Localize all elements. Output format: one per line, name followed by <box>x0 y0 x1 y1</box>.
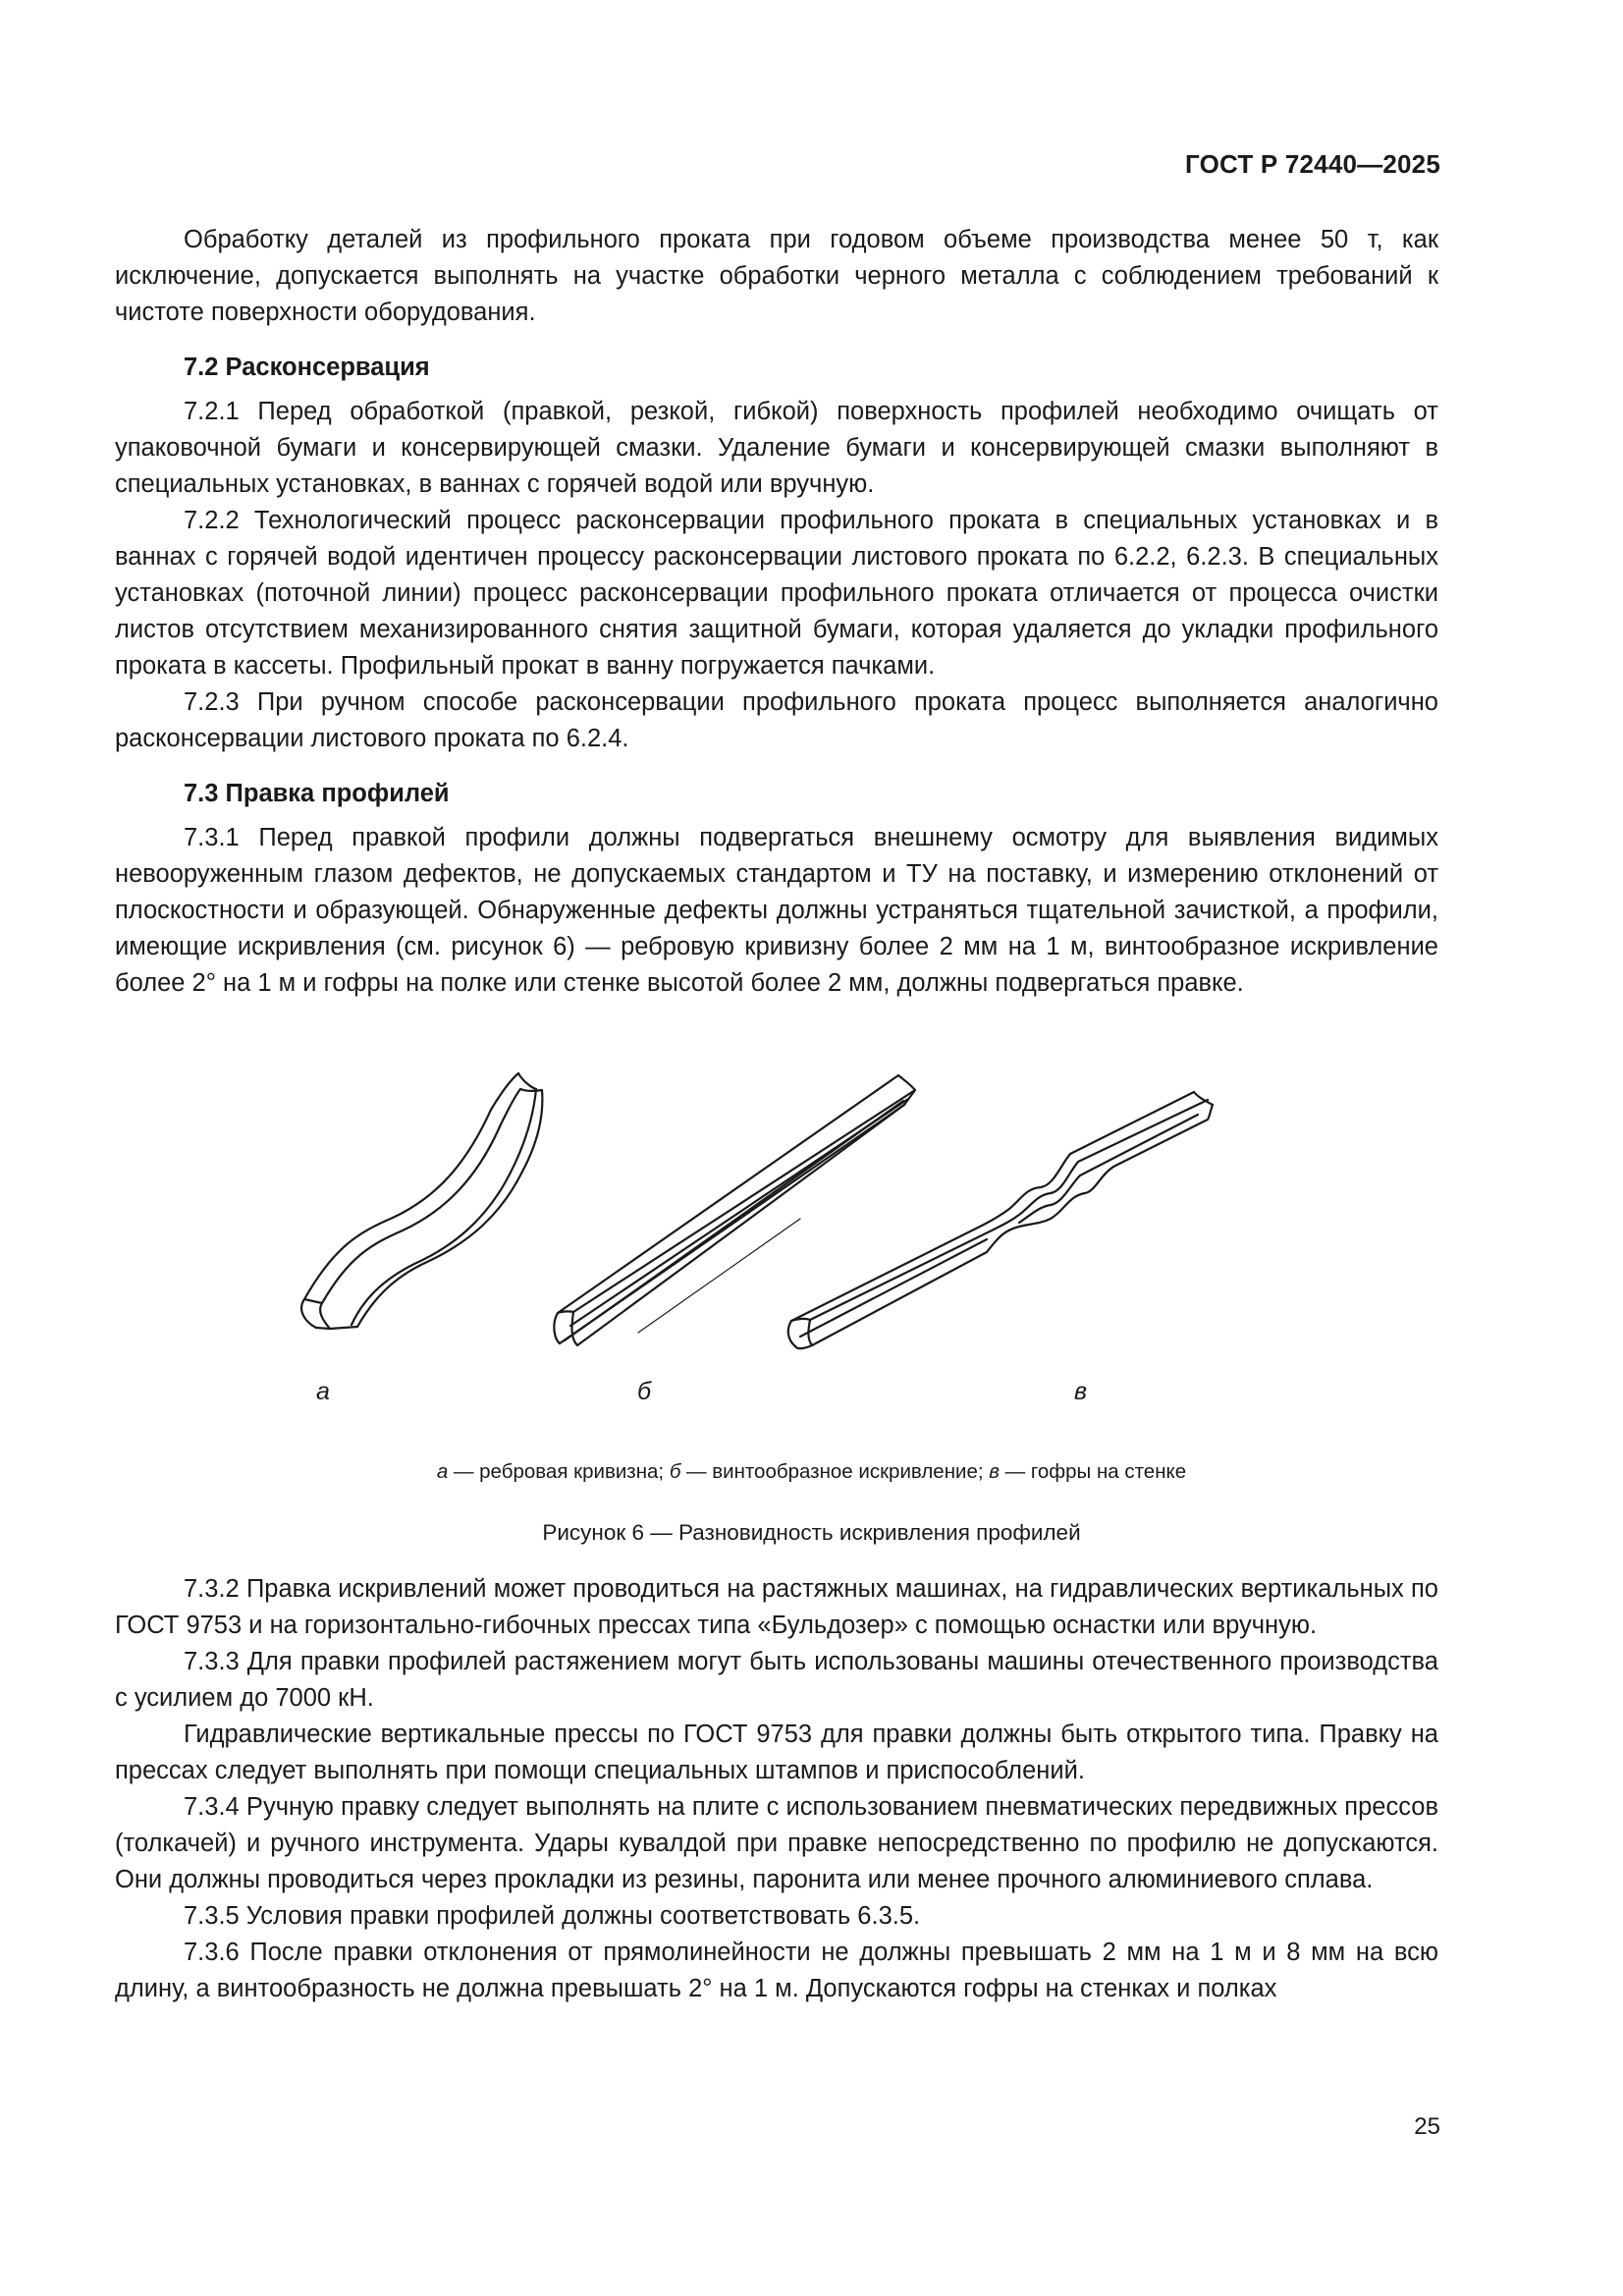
intro-paragraph: Обработку деталей из профильного проката при годовом объеме производства менее 50 т, как исключение, допускается выполнять на участке обработки черного металла с соблюдением требований к чистоте поверхности оборудования. <box>115 226 1438 326</box>
figure-6-drawing <box>265 1046 1325 1380</box>
paragraph-7-2-1: 7.2.1 Перед обработкой (правкой, резкой, гибкой) поверхность профилей необходимо очищать от упаковочной бумаги и консервирующей смазки. Удаление бумаги и консервирующей смазки выполняют в специальных установках, в ваннах с горячей водой или вручную. <box>115 398 1438 498</box>
document-header: ГОСТ Р 72440—2025 <box>1185 149 1440 179</box>
paragraph-7-3-4: 7.3.4 Ручную правку следует выполнять на плите с использованием пневматических передвижных прессов (толкачей) и ручного инструмента. Удары кувалдой при правке непосредственно по профилю не допускаются. Они должны проводиться через прокладки из резины, паронита или менее прочного алюминиевого сплава. <box>115 1793 1438 1893</box>
legend-key-v: в <box>989 1460 1000 1483</box>
legend-text-a: — ребровая кривизна; <box>448 1460 670 1483</box>
paragraph-7-3-1: 7.3.1 Перед правкой профили должны подвергаться внешнему осмотру для выявления видимых невооруженным глазом дефектов, не допускаемых стандартом и ТУ на поставку, и измерению отклонений от плоскостности и образующей. Обнаруженные дефекты должны устраняться тщательной зачисткой, а профили, имеющие искривления (см. рисунок 6) — ребровую кривизну более 2 мм на 1 м, винтообразное искривление более 2° на 1 м и гофры на полке или стенке высотой более 2 мм, должны подвергаться правке. <box>115 824 1438 997</box>
figure-label-v: в <box>1074 1378 1088 1405</box>
paragraph-7-3-3-presses: Гидравлические вертикальные прессы по ГОСТ 9753 для правки должны быть открытого типа. Правку на прессах следует выполнять при помощи специальных штампов и приспособлений. <box>115 1721 1438 1784</box>
main-text-block <box>115 222 1438 1002</box>
figure-6 <box>265 1046 1325 1405</box>
paragraph-7-3-3: 7.3.3 Для правки профилей растяжением могут быть использованы машины отечественного производства с усилием до 7000 кН. <box>115 1648 1438 1712</box>
figure-label-a: а <box>316 1378 330 1405</box>
paragraph-7-3-2: 7.3.2 Правка искривлений может проводиться на растяжных машинах, на гидравлических вертикальных по ГОСТ 9753 и на горизонтально-гибочных прессах типа «Бульдозер» с помощью оснастки или вручную. <box>115 1575 1438 1639</box>
figure-label-b: б <box>637 1378 652 1405</box>
legend-text-v: — гофры на стенке <box>999 1460 1187 1483</box>
legend-key-a: а <box>436 1460 449 1483</box>
continued-text-block <box>115 1571 1438 2007</box>
paragraph-7-2-3: 7.2.3 При ручном способе расконсервации профильного проката процесс выполняется аналогично расконсервации листового проката по 6.2.4. <box>115 688 1438 752</box>
paragraph-7-3-6: 7.3.6 После правки отклонения от прямолинейности не должны превышать 2 мм на 1 м и 8 мм на всю длину, а винтообразность не должна превышать 2° на 1 м. Допускаются гофры на стенках и полках <box>115 1939 1438 2002</box>
figure-legend <box>0 1460 1623 1484</box>
paragraph-7-2-2: 7.2.2 Технологический процесс расконсервации профильного проката в специальных установках и в ваннах с горячей водой идентичен процессу расконсервации листового проката по 6.2.2, 6.2.3. В специальных установках (поточной линии) процесс расконсервации профильного проката отличается от процесса очистки листов отсутствием механизированного снятия защитной бумаги, которая удаляется до укладки профильного проката в кассеты. Профильный прокат в ванну погружается пачками. <box>115 507 1438 680</box>
section-heading-7-3: 7.3 Правка профилей <box>184 780 450 807</box>
profile-edge-curvature <box>301 1073 542 1329</box>
figure-caption: Рисунок 6 — Разновидность искривления профилей <box>542 1520 1081 1545</box>
paragraph-7-3-5: 7.3.5 Условия правки профилей должны соответствовать 6.3.5. <box>184 1902 921 1930</box>
legend-key-b: б <box>669 1460 681 1483</box>
section-heading-7-2: 7.2 Расконсервация <box>184 354 430 381</box>
page-number: 25 <box>1414 2113 1440 2140</box>
legend-text-b: — винтообразное искривление; <box>680 1460 990 1483</box>
